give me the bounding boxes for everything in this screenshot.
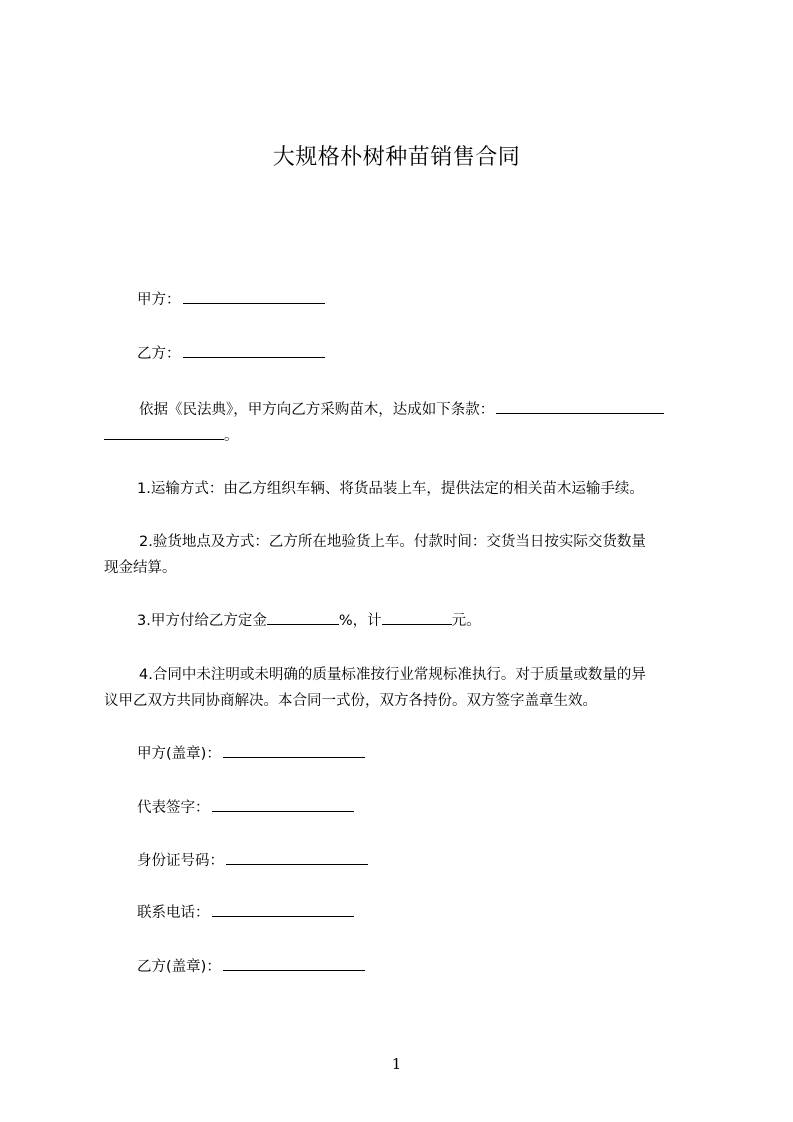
sign-party-b-seal-blank [223, 954, 365, 971]
party-b-label: 乙方： [137, 346, 181, 362]
clause-3 [137, 606, 481, 636]
sign-phone [137, 898, 354, 928]
clause-2-line-1: 2.验货地点及方式：乙方所在地验货上车。付款时间：交货当日按实际交货数量 [139, 534, 646, 550]
intro-blank-1 [496, 397, 664, 414]
clause-4-line-1: 4.合同中未注明或未明确的质量标准按行业常规标准执行。对于质量或数量的异 [139, 667, 646, 683]
sign-id-number [137, 846, 368, 876]
party-b-line [137, 339, 325, 369]
intro-line-2 [104, 421, 239, 451]
deposit-percent-blank [267, 608, 339, 625]
clause-1: 1.运输方式：由乙方组织车辆、将货品装上车，提供法定的相关苗木运输手续。 [137, 481, 644, 497]
sign-party-a-seal-label: 甲方(盖章)： [137, 746, 221, 762]
clause-3-part-3: 元。 [451, 613, 481, 629]
party-a-line [137, 285, 325, 315]
clause-3-part-1: 3.甲方付给乙方定金 [137, 613, 267, 629]
clause-3-part-2: %，计 [338, 613, 382, 629]
sign-phone-blank [212, 900, 354, 917]
intro-text: 依据《民法典》，甲方向乙方采购苗木，达成如下条款： [139, 402, 495, 418]
sign-party-b-seal-label: 乙方(盖章)： [137, 959, 221, 975]
sign-phone-label: 联系电话： [137, 905, 210, 921]
party-b-blank [183, 341, 325, 358]
sign-representative [137, 793, 354, 823]
intro-end: 。 [224, 428, 239, 444]
party-a-blank [183, 287, 325, 304]
deposit-amount-blank [382, 608, 452, 625]
clause-2-line-2: 现金结算。 [104, 560, 177, 576]
sign-representative-blank [212, 795, 354, 812]
sign-party-b-seal [137, 952, 365, 982]
sign-party-a-seal [137, 739, 365, 769]
sign-party-a-seal-blank [223, 741, 365, 758]
sign-id-number-blank [226, 848, 368, 865]
sign-id-number-label: 身份证号码： [137, 853, 224, 869]
sign-representative-label: 代表签字： [137, 800, 210, 816]
party-a-label: 甲方： [137, 292, 181, 308]
page-number: 1 [391, 1055, 402, 1073]
intro-blank-2 [104, 423, 224, 440]
clause-4-line-2: 议甲乙双方共同协商解决。本合同一式份，双方各持份。双方签字盖章生效。 [104, 693, 597, 709]
document-title: 大规格朴树种苗销售合同 [272, 145, 521, 170]
